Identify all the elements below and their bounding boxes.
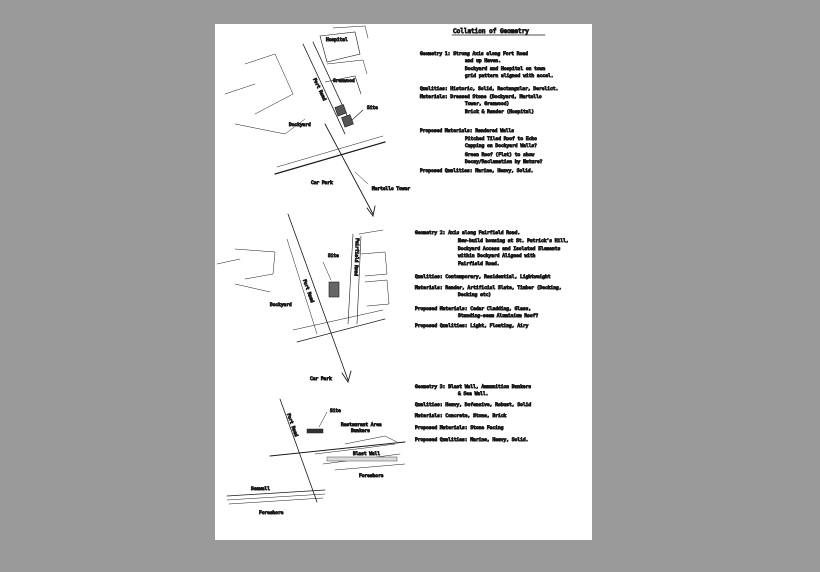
g1-line: Qualities: Historic, Solid, Rectangular, Derelict. <box>420 87 559 92</box>
label-martello-tower: Martello Tower <box>372 187 410 192</box>
g2-line: within Dockyard Aligned with <box>458 254 536 259</box>
map-2 <box>217 214 389 382</box>
label-seawall: Seawall <box>251 487 270 492</box>
g3-line: Geometry 3: Blast Wall, Ammunition Bunkers <box>415 385 532 390</box>
g3-line: Materials: Concrete, Stone, Brick <box>415 414 507 419</box>
g1-line: Dockyard and Hospital on town <box>465 67 546 72</box>
g1-line: and up Haven. <box>465 59 501 64</box>
g1-line: Materials: Dressed Stone (Dockyard, Martello <box>420 95 542 100</box>
label-grenwood: Grenwood <box>333 79 355 84</box>
document-page <box>215 24 592 540</box>
g2-line: Geometry 2: Axis along Fairfield Road. <box>415 231 521 236</box>
sketch-sheet <box>215 24 592 540</box>
label-site-2: Site <box>328 254 339 259</box>
label-fort-road-2: Fort Road <box>301 278 315 304</box>
section-geometry-2 <box>415 230 569 329</box>
g2-line: Dockyard Access and Isolated Elements <box>458 247 561 252</box>
label-restaurant-area: Restaurant Area <box>341 423 382 428</box>
label-site-1: Site <box>367 106 378 111</box>
section-geometry-3 <box>415 384 531 443</box>
g2-line: Standing-seam Aluminium Roof? <box>458 314 539 319</box>
label-blast-wall: Blast Wall <box>353 452 381 457</box>
g1-line: grid pattern aligned with accel. <box>465 74 554 79</box>
g1-line: Tower, Grenwood) <box>465 102 510 107</box>
label-dockyard-2: Dockyard <box>270 303 292 308</box>
label-site-3: Site <box>330 409 341 414</box>
g3-line: Qualities: Heavy, Defensive, Robust, Solid <box>415 403 532 408</box>
g1-line: Pitched Tiled Roof to Echo <box>465 137 537 142</box>
g2-line: Proposed Materials: Cedar Cladding, Glass, <box>415 307 532 312</box>
label-car-park-2: Car Park <box>310 377 332 382</box>
label-hospital: Hospital <box>326 38 348 43</box>
g2-line: Fairfield Road. <box>458 262 500 267</box>
label-dockyard-1: Dockyard <box>289 123 311 128</box>
g1-line: Proposed Materials: Rendered Walls <box>420 129 515 134</box>
label-car-park-1: Car Park <box>311 181 333 186</box>
g2-line: Materials: Render, Artificial Slate, Timber (Decking, <box>415 286 562 291</box>
section-geometry-1 <box>420 51 558 174</box>
g1-line: Proposed Qualities: Marine, Heavy, Solid. <box>420 169 534 174</box>
g1-line: Decay/Reclamation by Nature? <box>465 160 543 165</box>
g2-line: New-build housing at St. Patrick's Hill, <box>458 239 569 244</box>
g3-line: & Sea Wall. <box>458 392 489 397</box>
g3-line: Proposed Qualities: Marine, Heavy, Solid. <box>415 438 529 443</box>
g1-line: Capping on Dockyard Walls? <box>465 144 537 149</box>
page-title: Collation of Geometry <box>453 28 529 35</box>
label-bunkers: Bunkers <box>351 429 370 434</box>
label-fort-road-1: Fort Road <box>311 77 327 102</box>
label-foreshore-1: Foreshore <box>359 474 384 479</box>
g2-line: Proposed Qualities: Light, Floating, Airy <box>415 324 529 329</box>
label-fairfield-road: Fairfield Road <box>352 237 359 277</box>
label-foreshore-2: Foreshore <box>259 511 284 516</box>
g1-line: Green Roof (Flat) to show <box>465 153 535 158</box>
label-fort-road-3: Fort Road <box>285 412 299 438</box>
g3-line: Proposed Materials: Stone Facing <box>415 426 504 431</box>
g2-line: Qualities: Contemporary, Residential, Lightweight <box>415 275 551 280</box>
g2-line: Decking etc) <box>458 293 492 298</box>
g1-line: Brick & Render (Hospital) <box>465 110 535 115</box>
map-1 <box>225 26 385 216</box>
g1-line: Geometry 1: Strong Axis along Fort Road <box>420 52 528 57</box>
